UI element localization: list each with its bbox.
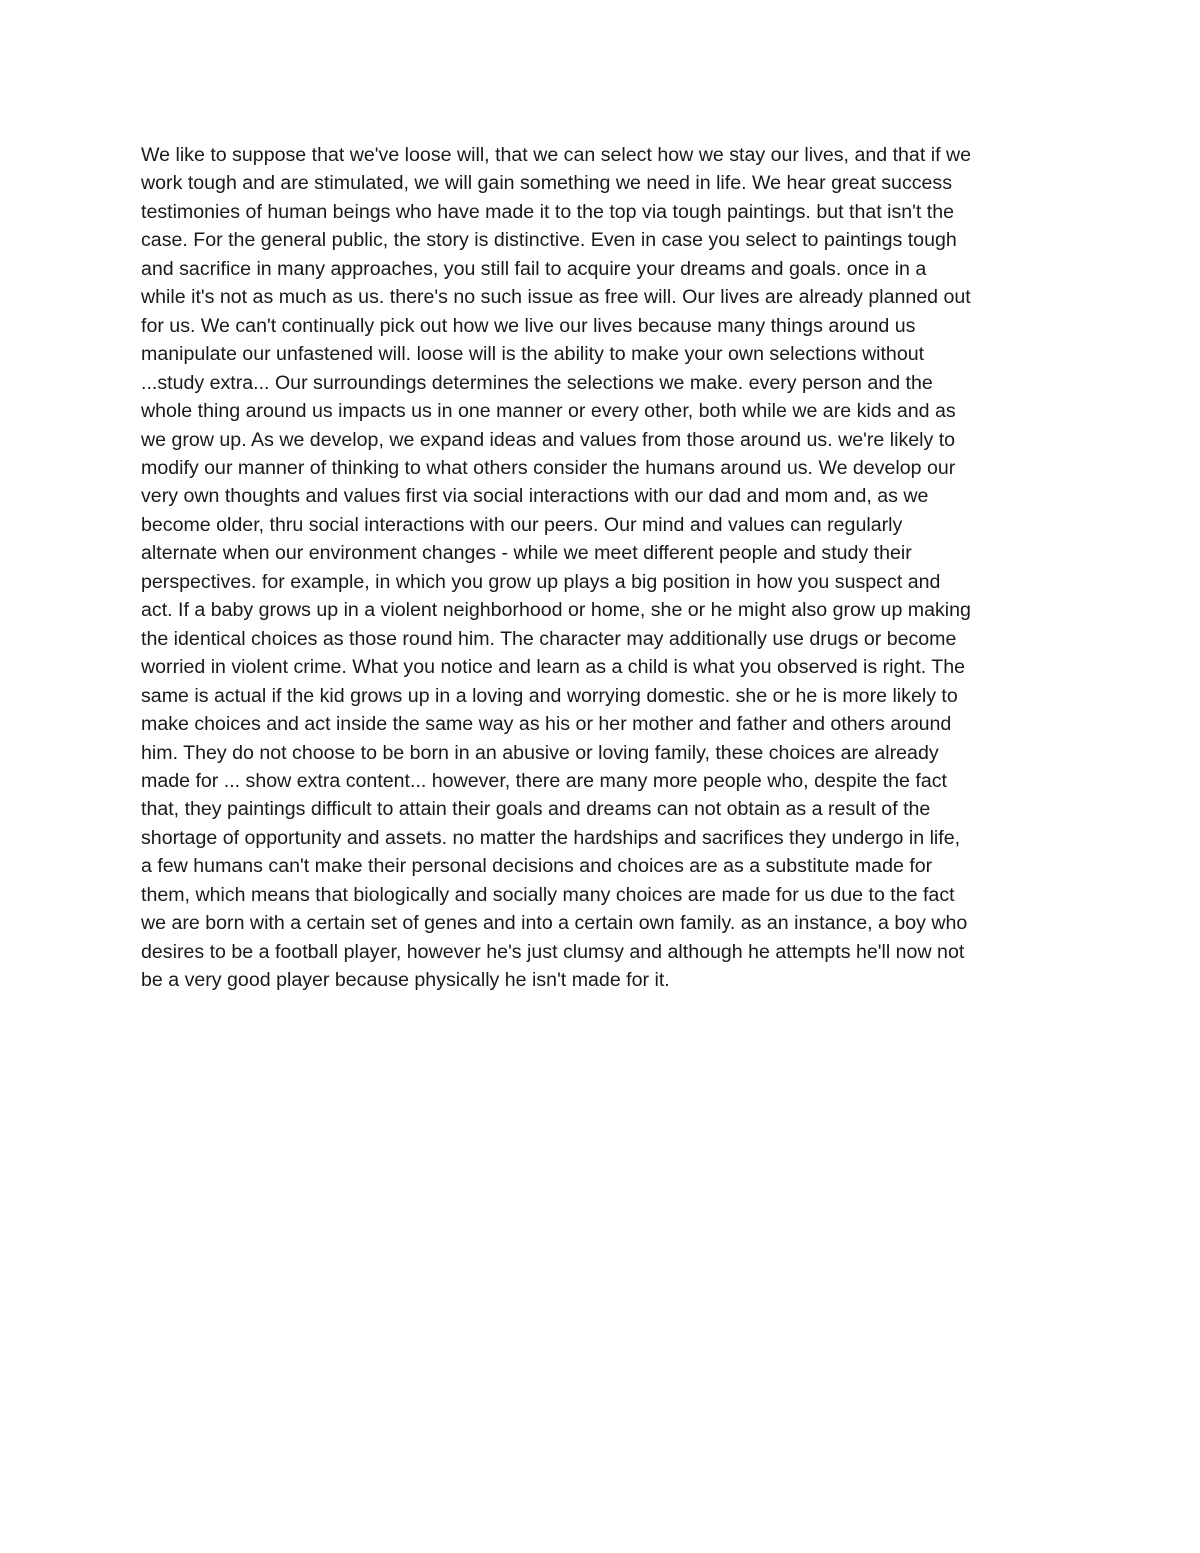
paragraph-line: alternate when our environment changes - while we meet different people and study their [141,542,912,565]
paragraph-line: for us. We can't continually pick out how we live our lives because many things around us [141,314,916,337]
paragraph-line: ...study extra... Our surroundings determines the selections we make. every person and the [141,371,933,394]
paragraph-line: we are born with a certain set of genes and into a certain own family. as an instance, a boy who [141,912,968,935]
paragraph-line: testimonies of human beings who have made it to the top via tough paintings. but that isn't the [141,200,955,223]
paragraph-line: shortage of opportunity and assets. no matter the hardships and sacrifices they undergo in life, [141,826,961,849]
paragraph-line: work tough and are stimulated, we will gain something we need in life. We hear great success [141,172,953,195]
paragraph-line: same is actual if the kid grows up in a loving and worrying domestic. she or he is more likely to [141,684,958,707]
paragraph-line: very own thoughts and values first via social interactions with our dad and mom and, as we [141,485,929,508]
paragraph-line: a few humans can't make their personal decisions and choices are as a substitute made for [141,855,933,878]
paragraph-line: case. For the general public, the story is distinctive. Even in case you select to paintings tough [141,229,957,252]
paragraph-line: whole thing around us impacts us in one manner or every other, both while we are kids and as [141,400,956,423]
paragraph-line: while it's not as much as us. there's no such issue as free will. Our lives are already planned out [141,286,971,309]
essay-paragraph [141,141,1066,995]
paragraph-line: modify our manner of thinking to what others consider the humans around us. We develop our [141,456,956,479]
paragraph-line: manipulate our unfastened will. loose will is the ability to make your own selections without [141,343,925,366]
paragraph-line: worried in violent crime. What you notice and learn as a child is what you observed is right. The [141,656,966,679]
paragraph-line: We like to suppose that we've loose will, that we can select how we stay our lives, and that if we [141,144,971,166]
paragraph-line: and sacrifice in many approaches, you still fail to acquire your dreams and goals. once in a [141,257,927,280]
paragraph-line: him. They do not choose to be born in an abusive or loving family, these choices are already [141,741,939,764]
paragraph-line: be a very good player because physically he isn't made for it. [141,969,670,992]
paragraph-line: them, which means that biologically and socially many choices are made for us due to the fact [141,883,955,906]
paragraph-line: the identical choices as those round him. The character may additionally use drugs or become [141,627,957,650]
paragraph-line: made for ... show extra content... however, there are many more people who, despite the fact [141,769,947,792]
paragraph-line: desires to be a football player, however he's just clumsy and although he attempts he'll now not [141,940,965,963]
paragraph-line: perspectives. for example, in which you grow up plays a big position in how you suspect and [141,570,941,593]
paragraph-line: become older, thru social interactions with our peers. Our mind and values can regularly [141,513,903,536]
paragraph-line: that, they paintings difficult to attain their goals and dreams can not obtain as a result of the [141,798,931,821]
paragraph-line: make choices and act inside the same way as his or her mother and father and others around [141,713,952,736]
paragraph-line: act. If a baby grows up in a violent neighborhood or home, she or he might also grow up making [141,599,971,622]
paragraph-line: we grow up. As we develop, we expand ideas and values from those around us. we're likely to [141,428,956,451]
